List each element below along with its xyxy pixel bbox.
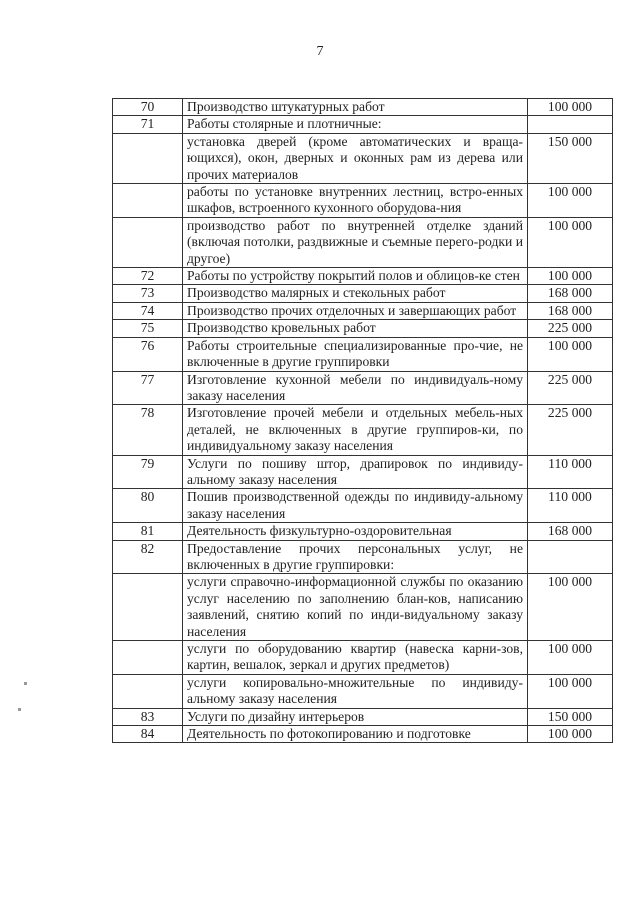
row-value-cell: 168 000: [528, 285, 613, 302]
row-value-cell: 168 000: [528, 523, 613, 540]
row-number-cell: 83: [113, 708, 183, 725]
row-value-cell: 100 000: [528, 184, 613, 218]
table-row: [113, 674, 613, 708]
scan-mark: [24, 682, 27, 685]
row-description-cell: работы по установке внутренних лестниц, встро-енных шкафов, встроенного кухонного оборудова-ния: [183, 184, 528, 218]
table-row: [113, 285, 613, 302]
page-number: 7: [316, 44, 324, 59]
row-number-cell: [113, 674, 183, 708]
row-number-cell: 76: [113, 337, 183, 371]
table-row: [113, 641, 613, 675]
row-value-cell: 100 000: [528, 726, 613, 743]
row-description-cell: Деятельность физкультурно-оздоровительная: [183, 523, 528, 540]
table-row: [113, 99, 613, 116]
table-row: [113, 320, 613, 337]
table-row: [113, 371, 613, 405]
row-description-cell: Производство прочих отделочных и завершающих работ: [183, 302, 528, 319]
row-value-cell: [528, 116, 613, 133]
row-description-cell: Изготовление прочей мебели и отдельных мебель-ных деталей, не включенных в другие группиров-ки, по индивидуальному заказу населения: [183, 405, 528, 455]
row-number-cell: 78: [113, 405, 183, 455]
row-number-cell: 82: [113, 540, 183, 574]
row-description-cell: Деятельность по фотокопированию и подготовке: [183, 726, 528, 743]
row-number-cell: [113, 574, 183, 641]
row-description-cell: Изготовление кухонной мебели по индивидуаль-ному заказу населения: [183, 371, 528, 405]
row-description-cell: Производство кровельных работ: [183, 320, 528, 337]
row-number-cell: 70: [113, 99, 183, 116]
row-description-cell: Работы строительные специализированные про-чие, не включенные в другие группировки: [183, 337, 528, 371]
row-value-cell: 100 000: [528, 641, 613, 675]
row-value-cell: 100 000: [528, 268, 613, 285]
row-value-cell: [528, 540, 613, 574]
table-row: [113, 217, 613, 267]
row-description-cell: производство работ по внутренней отделке зданий (включая потолки, раздвижные и съемные перего-родки и другое): [183, 217, 528, 267]
row-value-cell: 110 000: [528, 489, 613, 523]
table-row: [113, 133, 613, 183]
row-description-cell: услуги копировально-множительные по индивиду-альному заказу населения: [183, 674, 528, 708]
row-description-cell: Услуги по пошиву штор, драпировок по индивиду-альному заказу населения: [183, 455, 528, 489]
row-number-cell: 80: [113, 489, 183, 523]
table-row: [113, 116, 613, 133]
row-value-cell: 100 000: [528, 337, 613, 371]
row-value-cell: 100 000: [528, 99, 613, 116]
table-row: [113, 184, 613, 218]
row-value-cell: 110 000: [528, 455, 613, 489]
table-row: [113, 574, 613, 641]
row-value-cell: 150 000: [528, 708, 613, 725]
row-number-cell: 75: [113, 320, 183, 337]
row-description-cell: Предоставление прочих персональных услуг, не включенных в другие группировки:: [183, 540, 528, 574]
row-value-cell: 100 000: [528, 674, 613, 708]
row-description-cell: установка дверей (кроме автоматических и враща-ющихся), окон, дверных и оконных рам из дерева или прочих материалов: [183, 133, 528, 183]
row-number-cell: 73: [113, 285, 183, 302]
row-value-cell: 225 000: [528, 320, 613, 337]
row-description-cell: услуги справочно-информационной службы по оказанию услуг населению по заполнению блан-ков, написанию заявлений, снятию копий по инди-видуальному заказу населения: [183, 574, 528, 641]
row-number-cell: [113, 184, 183, 218]
row-description-cell: услуги по оборудованию квартир (навеска карни-зов, картин, вешалок, зеркал и других предметов): [183, 641, 528, 675]
row-number-cell: 79: [113, 455, 183, 489]
scan-mark: [18, 708, 21, 711]
row-number-cell: 72: [113, 268, 183, 285]
row-value-cell: 100 000: [528, 574, 613, 641]
table-row: [113, 405, 613, 455]
row-number-cell: 74: [113, 302, 183, 319]
row-value-cell: 150 000: [528, 133, 613, 183]
row-description-cell: Пошив производственной одежды по индивиду-альному заказу населения: [183, 489, 528, 523]
row-number-cell: 71: [113, 116, 183, 133]
row-description-cell: Производство штукатурных работ: [183, 99, 528, 116]
tariff-table: [112, 98, 613, 743]
row-description-cell: Работы столярные и плотничные:: [183, 116, 528, 133]
table-row: [113, 337, 613, 371]
row-description-cell: Услуги по дизайну интерьеров: [183, 708, 528, 725]
table-row: [113, 455, 613, 489]
table-row: [113, 540, 613, 574]
table-row: [113, 489, 613, 523]
table-row: [113, 523, 613, 540]
row-number-cell: 81: [113, 523, 183, 540]
row-number-cell: [113, 641, 183, 675]
table-body: [113, 99, 613, 743]
row-value-cell: 100 000: [528, 217, 613, 267]
row-number-cell: [113, 133, 183, 183]
row-value-cell: 225 000: [528, 371, 613, 405]
table-row: [113, 268, 613, 285]
table-row: [113, 708, 613, 725]
row-description-cell: Работы по устройству покрытий полов и облицов-ке стен: [183, 268, 528, 285]
table-row: [113, 302, 613, 319]
row-number-cell: 77: [113, 371, 183, 405]
row-number-cell: 84: [113, 726, 183, 743]
row-value-cell: 225 000: [528, 405, 613, 455]
table-row: [113, 726, 613, 743]
row-description-cell: Производство малярных и стекольных работ: [183, 285, 528, 302]
row-value-cell: 168 000: [528, 302, 613, 319]
row-number-cell: [113, 217, 183, 267]
